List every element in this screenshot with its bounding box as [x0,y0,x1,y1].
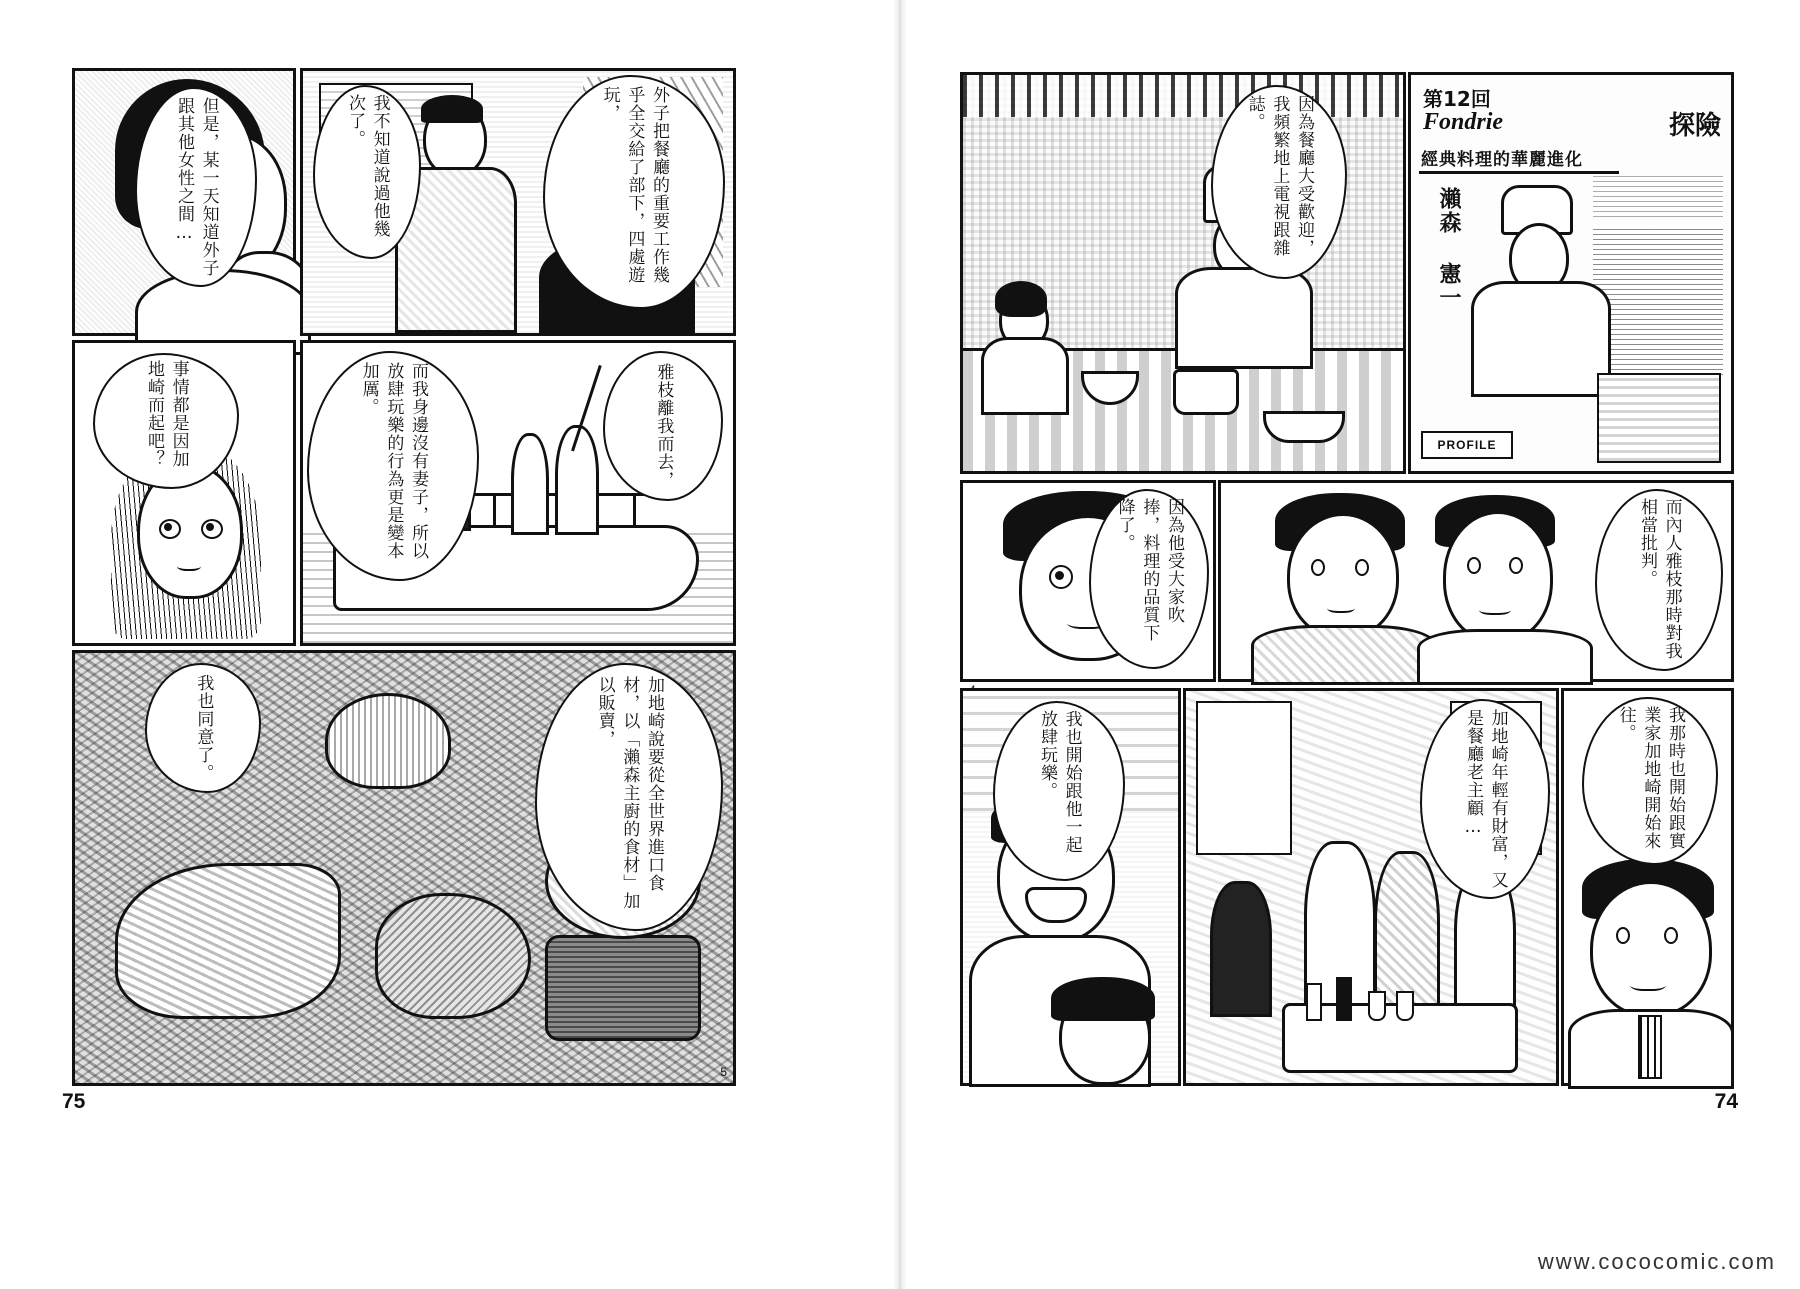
panel-man-in-suit-standing [300,68,736,336]
magazine-issue-label: 第12回 [1423,87,1491,111]
necktie-shape [1638,1015,1662,1079]
panel-blonde-woman-portrait [72,340,296,646]
magazine-rule [1419,171,1619,174]
speech-bubble [993,701,1125,881]
man1-body [1251,625,1437,685]
panel-woman-hand-on-face [72,68,296,336]
bottle-2 [1336,977,1352,1021]
profile-label: PROFILE [1421,431,1513,459]
eye-right [1664,927,1678,944]
chef-body [1471,281,1611,397]
assistant-hair [995,281,1047,317]
face-shape [1590,881,1712,1017]
panel-tv-cooking-show [960,72,1406,474]
bubble-text: 我也開始跟他一起放肆玩樂。 [1037,710,1082,855]
bubble-text: 加地崎年輕有財富，又是餐廳老主顧… [1463,708,1508,889]
bubble-text: 因為他受大家吹捧，料理的品質下降了。 [1114,498,1184,643]
studio-lights [963,75,1403,117]
speech-bubble [145,663,261,793]
magazine-body-text-2 [1593,175,1723,217]
speech-bubble [93,353,239,489]
man2-eye-right [1509,557,1523,574]
pan-icon [1263,411,1345,443]
panel-luxury-ingredients-pile [72,650,736,1086]
panel-young-chef-face [960,480,1216,682]
bubble-text: 外子把餐廳的重要工作幾乎全交給了部下，四處遊玩， [599,86,669,285]
boat-rail-post-3 [633,493,636,527]
assistant-body [981,337,1069,415]
bubble-text: 我也同意了。 [193,674,214,782]
pot-icon [1173,369,1239,415]
bottle-1 [1306,983,1322,1021]
bubble-text: 我不知道說過他幾次了。 [345,93,390,238]
man1-eye-right [1355,559,1369,576]
party-figure-1 [1210,881,1272,1017]
figure-standing-woman [511,433,549,535]
speech-bubble [135,87,257,287]
speech-bubble [313,85,421,259]
bubble-text: 因為餐廳大受歡迎，我頻繁地上電視跟雜誌。 [1244,94,1314,257]
panel-two-men [1218,480,1734,682]
page-gutter [893,0,907,1289]
shop-photo [1597,373,1721,463]
bubble-text: 但是，某一天知道外子跟其他女性之間… [174,96,219,277]
lobster-shape [115,863,341,1019]
speech-bubble [543,75,725,309]
speech-bubble [603,351,723,501]
man1-eye-left [1311,559,1325,576]
panel-magazine-profile [1408,72,1734,474]
bubble-text: 加地崎說要從全世界進口食材，以「瀨森主廚的食材」加以販賣， [594,675,664,910]
man2-face [1443,511,1553,643]
pupil-left [164,523,172,531]
magazine-headline: 經典料理的華麗進化 [1421,150,1583,170]
page-number-left: 75 [62,1090,86,1113]
man1-mouth [1327,601,1355,613]
speech-bubble [1582,697,1718,865]
mushroom-cluster-shape [325,693,451,789]
chef-body [1175,267,1313,369]
magazine-brand: Fondrie [1423,109,1504,135]
speech-bubble [1089,489,1209,669]
speech-bubble [307,351,479,581]
magazine-author-name: 瀨森 憲一 [1436,187,1461,310]
panel-laughing-man-and-woman [960,688,1181,1086]
man1-face [1287,513,1399,639]
wall-panel-left [1196,701,1292,855]
woman-hair [1051,977,1155,1021]
page-number-right: 74 [1714,1090,1738,1113]
speech-bubble [1420,699,1550,899]
boat-rail-post-2 [493,493,496,527]
panel-mark-left: 5 [720,1065,727,1079]
speech-bubble [1211,85,1347,279]
truffle-shape [375,893,531,1019]
panel-party-scene [1183,688,1559,1086]
speech-bubble [1595,489,1723,671]
site-watermark: www.cococomic.com [1537,1249,1776,1274]
man-hair [421,95,483,123]
mouth-shape [177,559,201,571]
magazine-body-text [1593,225,1723,375]
bubble-text: 我那時也開始跟實業家加地崎開始來往。 [1615,705,1685,850]
panel-boat-party-scene [300,340,736,646]
glass-2 [1396,991,1414,1021]
caviar-tin-shape [545,935,701,1041]
eye-left [1616,927,1630,944]
bubble-text: 雅枝離我而去， [653,363,674,489]
pupil-right [206,523,214,531]
bubble-text: 事情都是因加地崎而起吧？ [144,360,189,469]
magazine-corner-label: 探險 [1668,111,1721,141]
panel-smiling-man-portrait [1561,688,1734,1086]
pupil-left [1055,571,1064,580]
man2-body [1417,629,1593,685]
man2-mouth [1479,603,1511,615]
glass-1 [1368,991,1386,1021]
mouth-shape [1630,977,1666,991]
bubble-text: 而我身邊沒有妻子，所以放肆玩樂的行為更是變本加厲。 [358,362,428,561]
man2-eye-left [1467,557,1481,574]
bubble-text: 而內人雅枝那時對我相當批判。 [1637,498,1682,661]
speech-bubble [535,663,723,931]
